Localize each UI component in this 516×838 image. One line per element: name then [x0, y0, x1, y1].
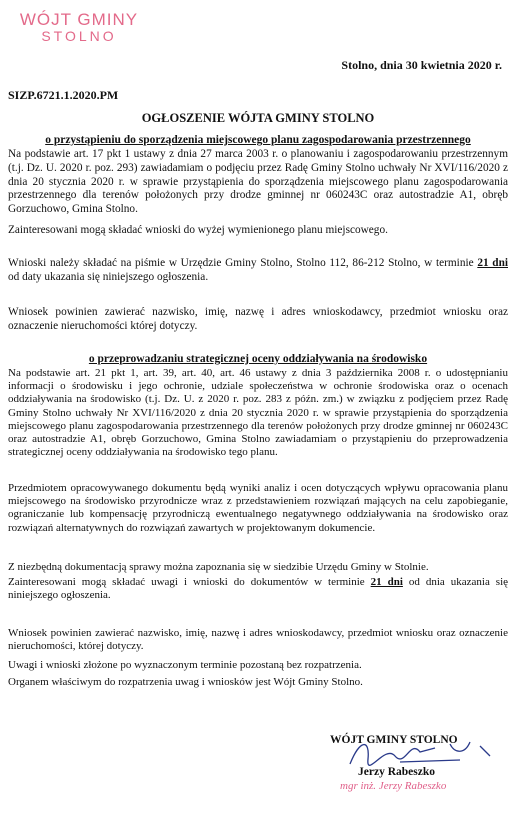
section1-heading: o przystąpieniu do sporządzenia miejscowego planu zagospodarowania przestrzennego — [45, 134, 471, 146]
section2-paragraph-2: Przedmiotem opracowywanego dokumentu będą wyniki analiz i ocen dotyczących wpływu opracowania planu miejscowego na środowisko przyrodnicze wraz z przedstawieniem rozwiązań mających na celu zapobieganie, ograniczanie lub kompensację przyrodniczą ewentualnego negatywnego oddziaływania na środowisko oraz rozwiązań alternatywnych do rozwiązań zawartych w projektowanym dokumencie. — [8, 482, 508, 534]
section2-paragraph-5: Wniosek powinien zawierać nazwisko, imię, nazwę i adres wnioskodawcy, przedmiot wniosku oraz oznaczenie nieruchomości, której dotyczy. — [8, 627, 508, 653]
section2-deadline: 21 dni — [370, 576, 403, 588]
municipality-logo-stamp — [14, 12, 144, 44]
section1-paragraph-3-tail: od daty ukazania się niniejszego ogłoszenia. — [8, 270, 209, 283]
section1-paragraph-3-text: Wnioski należy składać na piśmie w Urzędzie Gminy Stolno, Stolno 112, 86-212 Stolno, w terminie — [8, 257, 478, 269]
logo-line-2: STOLNO — [41, 28, 117, 44]
signature-name: Jerzy Rabeszko — [358, 766, 435, 778]
date-line: Stolno, dnia 30 kwietnia 2020 r. — [341, 58, 502, 72]
section2-paragraph-4 — [8, 576, 508, 602]
section1-deadline: 21 dni — [477, 257, 508, 269]
section2-heading: o przeprowadzaniu strategicznej oceny oddziaływania na środowisko — [88, 353, 428, 365]
section2-paragraph-4-text: Zainteresowani mogą składać uwagi i wnioski do dokumentów w terminie — [8, 576, 371, 588]
section1-paragraph-2: Zainteresowani mogą składać wnioski do wyżej wymienionego planu miejscowego. — [8, 224, 388, 236]
logo-line-1: WÓJT GMINY — [19, 10, 139, 29]
section2-paragraph-3: Z niezbędną dokumentacją sprawy można zapoznania się w siedzibie Urzędu Gminy w Stolnie. — [8, 561, 429, 573]
reference-number: SIZP.6721.1.2020.PM — [8, 88, 119, 102]
section2-paragraph-6: Uwagi i wnioski złożone po wyznaczonym terminie pozostaną bez rozpatrzenia. — [8, 659, 362, 671]
section1-paragraph-4: Wniosek powinien zawierać nazwisko, imię, nazwę i adres wnioskodawcy, przedmiot wniosku oraz oznaczenie nieruchomości której dotyczy. — [8, 306, 508, 332]
section1-paragraph-1: Na podstawie art. 17 pkt 1 ustawy z dnia 27 marca 2003 r. o planowaniu i zagospodarowaniu przestrzennym (t.j. Dz. U. 2020 r. poz. 293) zawiadamiam o podjęciu przez Radę Gminy Stolno uchwały Nr XVI/116/2020 z dnia 20 stycznia 2020 r. w sprawie przystąpienia do sporządzenia miejscowego planu zagospodarowania przestrzennego dla terenów położonych przy drodze gminnej nr 060243C oraz autostradzie A1, obręb Gorzuchowo, Gmina Stolno. — [8, 148, 508, 216]
section2-paragraph-4-tail: od dnia ukazania się niniejszego ogłoszenia. — [8, 576, 509, 602]
section2-paragraph-7: Organem właściwym do rozpatrzenia uwag i wniosków jest Wójt Gminy Stolno. — [8, 676, 363, 688]
signature-stamp: mgr inż. Jerzy Rabeszko — [340, 780, 447, 792]
section1-paragraph-3 — [8, 257, 508, 285]
document-title: OGŁOSZENIE WÓJTA GMINY STOLNO — [141, 111, 375, 125]
signature-title-text: WÓJT GMINY STOLNO — [330, 734, 458, 746]
section2-paragraph-1: Na podstawie art. 21 pkt 1, art. 39, art. 40, art. 46 ustawy z dnia 3 października 2008 r. o udostępnianiu informacji o środowisku i jego ochronie, udziale społeczeństwa w ochronie środowiska oraz o ocenach oddziaływania na środowisko (t.j. Dz. U. z 2020 r. poz. 283 z późn. zm.) w związku z podjęciem przez Radę Gminy Stolno uchwały Nr XVI/116/2020 z dnia 20 stycznia 2020 r. w sprawie przystąpienia do sporządzenia miejscowego planu zagospodarowania przestrzennego dla terenów położonych przy drodze gminnej nr 060243C oraz autostradzie A1, obręb Gorzuchowo, Gmina Stolno zawiadamiam o przystąpieniu do przeprowadzenia strategicznej oceny oddziaływania na środowisko tego planu. — [8, 367, 508, 459]
